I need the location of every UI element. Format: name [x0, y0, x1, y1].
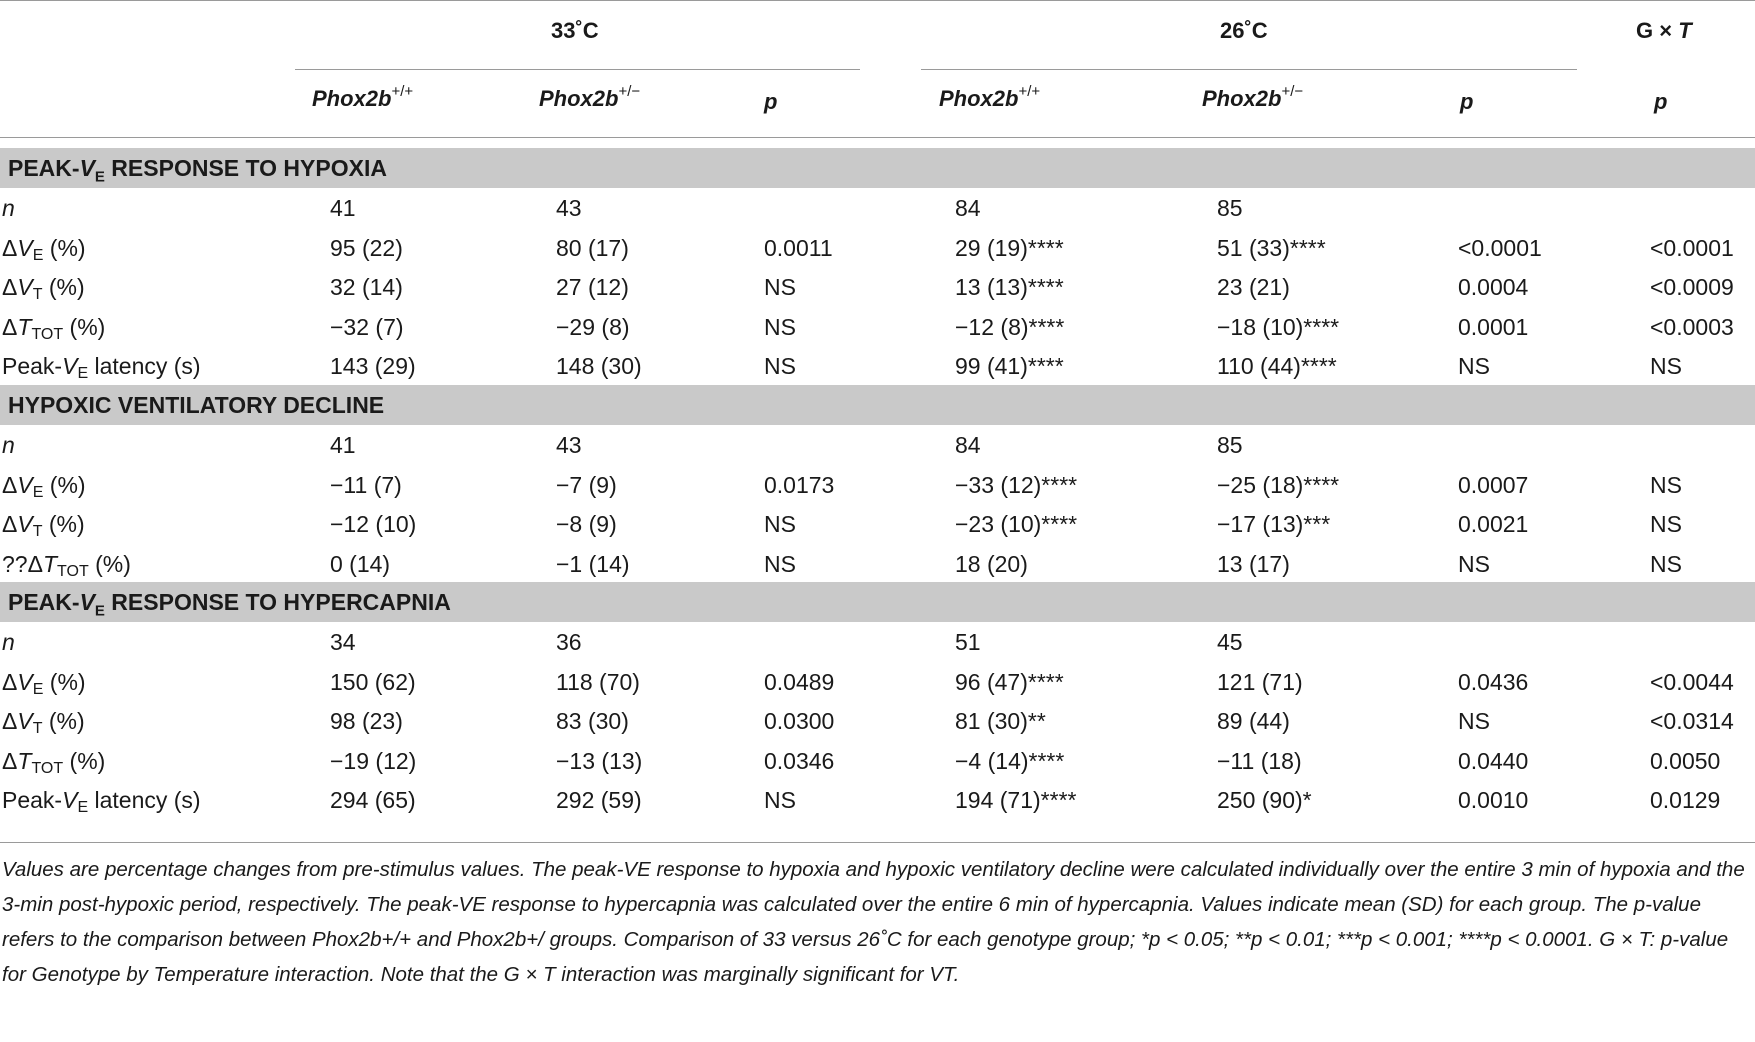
col-head-het-33: Phox2b+/− — [539, 82, 641, 111]
table-cell: 194 (71)**** — [955, 787, 1077, 813]
row-label-subscript: T — [32, 286, 43, 303]
row-label-variable: V — [17, 511, 33, 537]
table-cell: 43 — [556, 195, 582, 221]
group-header-33c: 33˚C — [551, 18, 599, 43]
row-label-prefix: Δ — [2, 234, 18, 261]
row-label-tail: (%) — [43, 234, 86, 261]
table-row — [0, 228, 1755, 268]
top-rule — [0, 0, 1755, 1]
table-cell: <0.0044 — [1650, 668, 1734, 695]
table-row — [0, 425, 1755, 465]
table-cell: NS — [764, 550, 796, 577]
table-row — [0, 662, 1755, 702]
table-cell: NS — [1650, 550, 1682, 577]
table-cell: −18 (10)**** — [1217, 313, 1340, 340]
table-cell: 29 (19)**** — [955, 234, 1064, 261]
table-cell: NS — [764, 787, 796, 813]
table-cell: NS — [1650, 353, 1682, 379]
row-label-prefix: Δ — [2, 708, 18, 734]
row-label-subscript: E — [32, 680, 44, 698]
table-cell: −19 (12) — [330, 747, 417, 774]
row-label-tail: (%) — [43, 668, 86, 695]
table-cell: 110 (44)**** — [1217, 353, 1337, 379]
row-label — [2, 425, 15, 465]
row-label-subscript: E — [32, 483, 44, 501]
table-cell: 27 (12) — [556, 274, 629, 300]
section-title-post: RESPONSE TO HYPERCAPNIA — [104, 589, 451, 615]
table-cell: 23 (21) — [1217, 274, 1290, 300]
gxt-italic: T — [1678, 18, 1692, 43]
row-label-subscript: E — [32, 246, 44, 264]
table-cell: 18 (20) — [955, 550, 1028, 577]
table-cell: 150 (62) — [330, 668, 416, 695]
table-cell: 0.0021 — [1458, 511, 1529, 537]
row-label — [2, 188, 15, 228]
row-label — [2, 622, 15, 662]
table-bottom-rule — [0, 842, 1755, 843]
row-label — [2, 780, 201, 820]
row-label-variable: V — [62, 787, 78, 813]
table-cell: −7 (9) — [556, 471, 617, 498]
section-title — [8, 582, 451, 622]
table-row — [0, 780, 1755, 820]
table-cell: 0.0300 — [764, 708, 835, 734]
table-cell: NS — [764, 313, 796, 340]
gxt-prefix: G × — [1636, 18, 1679, 43]
table-cell: 0.0001 — [1458, 313, 1529, 340]
row-label-variable: V — [17, 471, 33, 498]
table-cell: −23 (10)**** — [955, 511, 1078, 537]
row-label — [2, 701, 85, 741]
table-cell: 41 — [330, 195, 356, 221]
table-cell: 80 (17) — [556, 234, 629, 261]
section-title-variable: V — [79, 589, 95, 615]
table-cell: 32 (14) — [330, 274, 403, 300]
table-cell: 13 (13)**** — [955, 274, 1064, 300]
table-cell: NS — [764, 274, 796, 300]
header-bottom-rule — [0, 137, 1755, 138]
row-label-subscript: E — [77, 365, 89, 382]
row-label-subscript: T — [32, 523, 43, 540]
table-cell: <0.0001 — [1650, 234, 1734, 261]
section-title-post: RESPONSE TO HYPOXIA — [104, 155, 387, 181]
table-cell: −17 (13)*** — [1217, 511, 1331, 537]
row-label-variable: V — [17, 274, 33, 300]
table-cell: NS — [764, 353, 796, 379]
table-cell: 148 (30) — [556, 353, 642, 379]
table-cell: 81 (30)** — [955, 708, 1046, 734]
table-cell: 0.0010 — [1458, 787, 1529, 813]
table-cell: 83 (30) — [556, 708, 629, 734]
table-cell: 0.0489 — [764, 668, 835, 695]
table-cell: −32 (7) — [330, 313, 404, 340]
row-label-subscript: T — [32, 720, 43, 737]
row-label-prefix: ??Δ — [2, 550, 43, 577]
row-label-prefix: Δ — [2, 511, 18, 537]
table-cell: 0.0004 — [1458, 274, 1529, 300]
section-title-subscript: E — [94, 168, 105, 186]
table-row — [0, 544, 1755, 584]
row-label-tail: (%) — [43, 471, 86, 498]
row-label-text: n — [2, 432, 15, 458]
row-label-prefix: Δ — [2, 747, 18, 774]
table-cell: 0.0050 — [1650, 747, 1721, 774]
row-label — [2, 465, 86, 505]
row-label — [2, 307, 105, 347]
section-title-pre: PEAK- — [8, 155, 80, 181]
table-cell: 89 (44) — [1217, 708, 1290, 734]
table-cell: 294 (65) — [330, 787, 416, 813]
col-head-p-gxt: p — [1654, 89, 1668, 114]
table-cell: <0.0003 — [1650, 313, 1734, 340]
row-label-variable: V — [17, 668, 33, 695]
table-cell: 250 (90)* — [1217, 787, 1312, 813]
col-head-p-26: p — [1460, 89, 1474, 114]
table-cell: 0.0346 — [764, 747, 835, 774]
table-cell: 292 (59) — [556, 787, 642, 813]
row-label-variable: V — [17, 708, 33, 734]
row-label — [2, 346, 201, 386]
table-cell: −29 (8) — [556, 313, 630, 340]
table-cell: −12 (10) — [330, 511, 417, 537]
table-cell: NS — [1650, 511, 1682, 537]
table-row — [0, 741, 1755, 781]
table-cell: −1 (14) — [556, 550, 630, 577]
group-header-26c: 26˚C — [1220, 18, 1268, 43]
table-cell: 96 (47)**** — [955, 668, 1064, 695]
row-label-variable: V — [62, 353, 78, 379]
table-cell: 51 — [955, 629, 981, 655]
table-row — [0, 701, 1755, 741]
row-label — [2, 504, 85, 544]
table-cell: 121 (71) — [1217, 668, 1303, 695]
table-row — [0, 307, 1755, 347]
table-row — [0, 346, 1755, 386]
table-cell: −33 (12)**** — [955, 471, 1078, 498]
footnote-text: Values are percentage changes from pre-stimulus values. The peak-VE response to hypoxia and hypoxic ventilatory decline were calculated individually over the entire 3 min of hypoxia and the 3-min post-hypoxic period, respectively. The peak-VE response to hypercapnia was calculated over the entire 6 min of hypercapnia. Values indicate mean (SD) for each group. The p-value refers to the comparison between Phox2b+/+ and Phox2b+/ groups. Comparison of 33 versus 26˚C for each genotype group; *p < 0.05; **p < 0.01; ***p < 0.001; ****p < 0.0001. G × T: p-value for Genotype by Temperature interaction. Note that the G × T interaction was marginally significant for VT. — [2, 858, 1745, 986]
table-row — [0, 504, 1755, 544]
row-label-prefix: Peak- — [2, 787, 63, 813]
table-cell: 0.0440 — [1458, 747, 1529, 774]
table-cell: −13 (13) — [556, 747, 643, 774]
section-title — [8, 385, 384, 425]
table-cell: 36 — [556, 629, 582, 655]
table-cell: 0.0173 — [764, 471, 835, 498]
table-cell: 84 — [955, 432, 981, 458]
table-cell: 34 — [330, 629, 356, 655]
table-cell: −25 (18)**** — [1217, 471, 1340, 498]
col-head-wt-33: Phox2b+/+ — [312, 82, 414, 111]
table-cell: 0.0011 — [764, 234, 833, 261]
section-title — [8, 148, 387, 188]
table-cell: 0.0436 — [1458, 668, 1529, 695]
row-label-variable: T — [42, 550, 58, 577]
table-row — [0, 465, 1755, 505]
row-label-tail: (%) — [42, 708, 85, 734]
row-label-variable: T — [17, 313, 32, 340]
row-label-tail: (%) — [63, 313, 106, 340]
row-label-tail: (%) — [42, 274, 85, 300]
table-cell: 95 (22) — [330, 234, 403, 261]
table-cell: −12 (8)**** — [955, 313, 1065, 340]
row-label-prefix: Δ — [2, 313, 18, 340]
table-cell: NS — [1650, 471, 1682, 498]
row-label-subscript: TOT — [31, 325, 64, 343]
table-cell: 0.0007 — [1458, 471, 1529, 498]
row-label — [2, 662, 86, 702]
col-head-het-26: Phox2b+/− — [1202, 82, 1304, 111]
col-head-wt-26: Phox2b+/+ — [939, 82, 1041, 111]
section-title-pre: HYPOXIC VENTILATORY DECLINE — [8, 392, 385, 418]
table-cell: 99 (41)**** — [955, 353, 1064, 379]
row-label-tail: latency (s) — [88, 353, 201, 379]
table-cell: NS — [764, 511, 796, 537]
row-label — [2, 544, 131, 584]
row-label-subscript: TOT — [31, 759, 64, 777]
row-label-prefix: Δ — [2, 471, 18, 498]
table-cell: −11 (7) — [330, 471, 402, 498]
section-title-pre: PEAK- — [8, 589, 80, 615]
row-label-subscript: TOT — [57, 562, 89, 580]
table-cell: 41 — [330, 432, 356, 458]
table-cell: 143 (29) — [330, 353, 416, 379]
row-label-text: n — [2, 629, 15, 655]
table-row — [0, 622, 1755, 662]
section-title-subscript: E — [94, 602, 105, 620]
row-label-variable: V — [17, 234, 33, 261]
rule-33c — [295, 69, 860, 70]
table-row — [0, 188, 1755, 228]
table-cell: NS — [1458, 353, 1490, 379]
table-cell: 43 — [556, 432, 582, 458]
rule-26c — [921, 69, 1577, 70]
table-cell: 0.0129 — [1650, 787, 1721, 813]
row-label-text: n — [2, 195, 15, 221]
table-cell: 118 (70) — [556, 668, 640, 695]
table-cell: −4 (14)**** — [955, 747, 1065, 774]
table-cell: <0.0314 — [1650, 708, 1734, 734]
table-cell: 13 (17) — [1217, 550, 1290, 577]
table-cell: −8 (9) — [556, 511, 617, 537]
row-label-subscript: E — [77, 799, 89, 816]
table-cell: 45 — [1217, 629, 1243, 655]
table-cell: NS — [1458, 550, 1490, 577]
table-cell: 85 — [1217, 195, 1243, 221]
table-cell: <0.0009 — [1650, 274, 1734, 300]
col-head-p-33: p — [764, 89, 778, 114]
section-band — [0, 385, 1755, 425]
row-label-tail: (%) — [63, 747, 106, 774]
section-band — [0, 148, 1755, 188]
row-label — [2, 741, 105, 781]
table-cell: NS — [1458, 708, 1490, 734]
section-band — [0, 582, 1755, 622]
row-label-prefix: Peak- — [2, 353, 63, 379]
row-label-prefix: Δ — [2, 668, 18, 695]
table-cell: 85 — [1217, 432, 1243, 458]
table-cell: 84 — [955, 195, 981, 221]
row-label — [2, 267, 85, 307]
row-label — [2, 228, 86, 268]
row-label-tail: (%) — [88, 550, 131, 577]
table-cell: 98 (23) — [330, 708, 403, 734]
row-label-tail: latency (s) — [88, 787, 201, 813]
row-label-tail: (%) — [42, 511, 85, 537]
row-label-variable: T — [17, 747, 32, 774]
group-header-gxt — [1636, 16, 1692, 46]
section-title-variable: V — [79, 155, 95, 181]
table-cell: −11 (18) — [1217, 747, 1302, 774]
table-cell: <0.0001 — [1458, 234, 1542, 261]
table-cell: 0 (14) — [330, 550, 391, 577]
row-label-prefix: Δ — [2, 274, 18, 300]
table-row — [0, 267, 1755, 307]
table-footnote — [2, 852, 1752, 992]
table-cell: 51 (33)**** — [1217, 234, 1326, 261]
